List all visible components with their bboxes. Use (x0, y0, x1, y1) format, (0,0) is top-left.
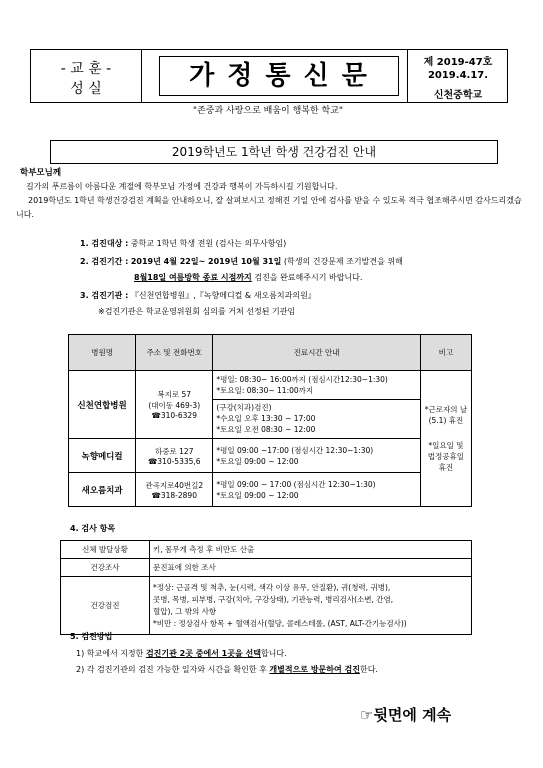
item-1-label: 1. 검진대상 : (80, 239, 129, 248)
hours-d: *수요일 오후 13:30 ~ 17:00 (216, 414, 316, 423)
item-2-label: 2. 검진기간 : (80, 257, 129, 266)
issue-no: 제 2019-47호 (423, 57, 493, 68)
note-1: *근로자의 날 (424, 405, 468, 414)
intro-1: 길가의 푸르름이 아름다운 계절에 학부모님 가정에 건강과 행복이 가득하시길 기원합니다. (26, 182, 338, 191)
table-row (69, 371, 472, 439)
school-name: 신천중학교 (433, 90, 483, 101)
note-3: *일요일 및 (428, 441, 464, 450)
hours-c: (구강(치과)검진) (216, 403, 272, 412)
table-row (69, 439, 472, 473)
hospital-name: 녹향메디컬 (69, 439, 136, 473)
method-2c: 한다. (359, 665, 378, 674)
continued-note: ☞뒷면에 계속 (360, 706, 452, 724)
hospital-hours (213, 371, 421, 439)
doc-title-box (50, 140, 498, 164)
hospital-addr: 관곡지로40번길2 (145, 480, 204, 490)
col-note: 비고 (420, 335, 471, 371)
exam-table (60, 540, 472, 635)
table-row (61, 559, 472, 577)
section-4-title: 4. 검사 항목 (70, 524, 116, 533)
section-5-title: 5. 검진방법 (70, 632, 113, 641)
motto-box (31, 50, 142, 102)
hospital-table (68, 334, 472, 507)
exam-text (150, 577, 472, 635)
hours-a: *평일: 08:30~ 16:00까지 (점심시간12:30~1:30) (216, 375, 388, 384)
method-2b: 개별적으로 방문하여 검진 (269, 665, 360, 674)
hospital-addr2: (대이동 469-3) (148, 401, 201, 410)
method-2a: 2) 각 검진기관의 검진 가능한 일자와 시간을 확인한 후 (76, 665, 270, 674)
hospital-hours (213, 439, 421, 473)
header (30, 49, 508, 103)
table-row (61, 541, 472, 559)
note-4: 법정공휴일 (427, 452, 465, 461)
hours-a: *평일 09:00 ~ 17:00 (점심시간 12:30~1:30) (216, 479, 376, 489)
col-hours: 진료시간 안내 (213, 335, 421, 371)
item-3 (80, 290, 316, 301)
hospital-address (136, 473, 213, 507)
hospital-address (136, 439, 213, 473)
item-1-note: (검사는 의무사항임) (215, 239, 287, 248)
method-1a: 1) 학교에서 지정한 (76, 649, 146, 658)
exam-text-2: 콧병, 목병, 피부병, 구강(치아, 구강상태), 기관능력, 병리검사(소변, 간염, (153, 594, 394, 604)
intro-2: 2019학년도 1학년 학생건강검진 계획을 안내하오니, 잘 살펴보시고 정해진 기일 안에 검사를 받을 수 있도록 적극 협조해주시면 감사드리겠습니다. (16, 196, 522, 219)
hospital-note (420, 371, 471, 507)
method-1c: 합니다. (260, 649, 287, 658)
exam-label: 건강검진 (61, 577, 150, 635)
issue-box (407, 50, 508, 102)
item-3-text: 『신천연합병원』,『녹향메디컬 & 새오름치과의원』 (130, 291, 316, 300)
item-1 (80, 238, 286, 249)
hours-e: *토요일 오전 08:30 ~ 12:00 (216, 425, 316, 434)
item-2-text: 2019년 4월 22일~ 2019년 10월 31일 (130, 257, 282, 266)
method-2 (76, 664, 378, 675)
newsletter-title-text: 가 정 통 신 문 (189, 61, 369, 91)
hours-b: *토요일 09:00 ~ 12:00 (216, 490, 299, 500)
hospital-name: 신천연합병원 (69, 371, 136, 439)
item-2-deadline: 8월18일 여름방학 종료 시점까지 (134, 273, 252, 282)
method-1b: 검진기관 2곳 중에서 1곳을 선택 (145, 649, 261, 658)
exam-text: 문진표에 의한 조사 (150, 559, 472, 577)
doc-title: 2019학년도 1학년 학생 건강검진 안내 (171, 145, 377, 159)
exam-text-4: *비만 : 정상검사 항목 + 혈액검사(혈당, 콜레스테롤, (AST, ALT-간기능검사)) (153, 618, 407, 628)
item-2-deadline-rest: 검진을 완료해주시기 바랍니다. (251, 273, 363, 282)
note-2: (5.1) 휴진 (428, 416, 464, 425)
hospital-addr: 하중로 127 (155, 446, 194, 456)
slogan: "존중과 사랑으로 배움이 행복한 학교" (192, 106, 344, 116)
exam-text: 키, 몸무게 측정 후 비만도 산출 (150, 541, 472, 559)
exam-text-1: *정상: 근골격 및 척추, 눈(시력, 색각 이상 유무, 안질환), 귀(청력, 귀병), (153, 582, 391, 592)
exam-label: 신체 발달상황 (61, 541, 150, 559)
note-5: 휴진 (438, 463, 454, 472)
hospital-addr: 복지로 57 (157, 390, 192, 399)
item-1-text: 중학교 1학년 학생 전원 (130, 239, 214, 248)
exam-label: 건강조사 (61, 559, 150, 577)
item-3-label: 3. 검진기관 : (80, 291, 129, 300)
hospital-tel: ☎310-6329 (151, 411, 197, 420)
newsletter-title (159, 56, 399, 96)
table-row (61, 577, 472, 635)
issue-date: 2019.4.17. (427, 70, 489, 81)
hospital-tel: ☎318-2890 (151, 490, 197, 500)
motto-label: - 교 훈 - (60, 61, 112, 77)
hours-b: *토요일: 08:30~ 11:00까지 (216, 386, 314, 395)
hours-a: *평일 09:00 ~17:00 (점심시간 12:30~1:30) (216, 445, 374, 455)
item-2 (80, 256, 403, 267)
hospital-address (136, 371, 213, 439)
hospital-name: 새오름치과 (69, 473, 136, 507)
col-hospital: 병원명 (69, 335, 136, 371)
hospital-tel: ☎310-5335,6 (147, 456, 201, 466)
hospital-hours (213, 473, 421, 507)
method-1 (76, 648, 287, 659)
motto-value: 성 실 (70, 81, 102, 97)
greeting: 학부모님께 (20, 168, 62, 178)
table-row (69, 473, 472, 507)
item-2-line2 (134, 272, 362, 283)
item-2-note: (학생의 건강문제 조기발견을 위해 (283, 257, 403, 266)
col-address: 주소 및 전화번호 (136, 335, 213, 371)
hours-b: *토요일 09:00 ~ 12:00 (216, 456, 299, 466)
exam-text-3: 혈압), 그 밖의 사항 (153, 606, 217, 616)
item-3-note: ※검진기관은 학교운영위원회 심의를 거쳐 선정된 기관임 (98, 307, 296, 316)
